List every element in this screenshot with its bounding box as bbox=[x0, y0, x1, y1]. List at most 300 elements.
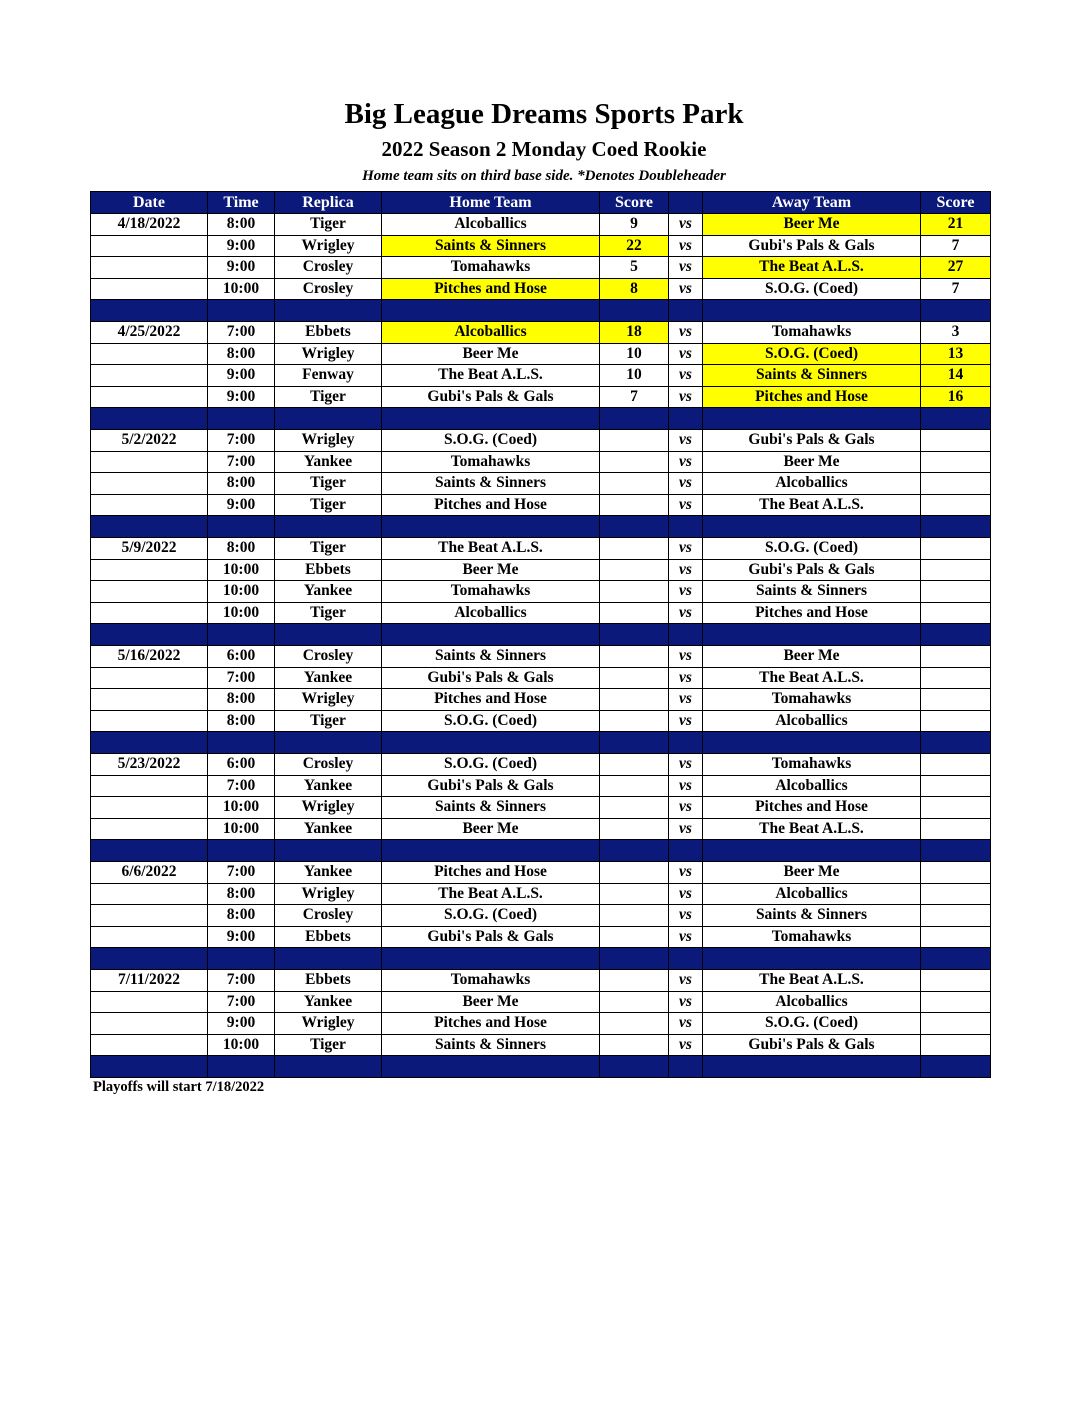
game-row bbox=[91, 343, 991, 365]
game-row bbox=[91, 1034, 991, 1056]
game-row bbox=[91, 970, 991, 992]
game-row bbox=[91, 667, 991, 689]
replica-cell: Ebbets bbox=[275, 926, 382, 948]
replica-cell: Yankee bbox=[275, 667, 382, 689]
game-row bbox=[91, 386, 991, 408]
game-row bbox=[91, 451, 991, 473]
replica-cell: Ebbets bbox=[275, 970, 382, 992]
time-cell: 8:00 bbox=[208, 710, 275, 732]
home-score-cell: 5 bbox=[600, 257, 669, 279]
time-cell: 8:00 bbox=[208, 214, 275, 236]
away-score-cell bbox=[921, 689, 991, 711]
game-row bbox=[91, 581, 991, 603]
date-cell bbox=[91, 235, 208, 257]
schedule-body bbox=[91, 214, 991, 1078]
column-header-vs bbox=[669, 192, 703, 214]
away-score-cell bbox=[921, 538, 991, 560]
replica-cell: Wrigley bbox=[275, 1013, 382, 1035]
game-row bbox=[91, 775, 991, 797]
home-score-cell: 10 bbox=[600, 343, 669, 365]
vs-cell: vs bbox=[669, 991, 703, 1013]
home-team-cell: Tomahawks bbox=[382, 257, 600, 279]
vs-cell: vs bbox=[669, 1034, 703, 1056]
away-team-cell: Pitches and Hose bbox=[703, 602, 921, 624]
away-score-cell: 21 bbox=[921, 214, 991, 236]
home-score-cell bbox=[600, 430, 669, 452]
home-score-cell: 9 bbox=[600, 214, 669, 236]
week-separator bbox=[91, 732, 991, 754]
home-team-cell: S.O.G. (Coed) bbox=[382, 430, 600, 452]
away-team-cell: Beer Me bbox=[703, 214, 921, 236]
home-score-cell bbox=[600, 689, 669, 711]
time-cell: 6:00 bbox=[208, 754, 275, 776]
date-cell: 6/6/2022 bbox=[91, 862, 208, 884]
date-cell bbox=[91, 278, 208, 300]
date-cell bbox=[91, 494, 208, 516]
home-team-cell: Gubi's Pals & Gals bbox=[382, 667, 600, 689]
game-row bbox=[91, 602, 991, 624]
week-separator bbox=[91, 1056, 991, 1078]
home-team-cell: Beer Me bbox=[382, 559, 600, 581]
time-cell: 9:00 bbox=[208, 494, 275, 516]
home-team-cell: Beer Me bbox=[382, 818, 600, 840]
vs-cell: vs bbox=[669, 581, 703, 603]
away-team-cell: Gubi's Pals & Gals bbox=[703, 559, 921, 581]
column-header-replica: Replica bbox=[275, 192, 382, 214]
away-team-cell: S.O.G. (Coed) bbox=[703, 278, 921, 300]
home-score-cell bbox=[600, 602, 669, 624]
away-score-cell bbox=[921, 818, 991, 840]
time-cell: 9:00 bbox=[208, 257, 275, 279]
time-cell: 10:00 bbox=[208, 797, 275, 819]
home-team-cell: Saints & Sinners bbox=[382, 646, 600, 668]
game-row bbox=[91, 494, 991, 516]
replica-cell: Wrigley bbox=[275, 235, 382, 257]
home-team-cell: Pitches and Hose bbox=[382, 689, 600, 711]
home-team-cell: S.O.G. (Coed) bbox=[382, 905, 600, 927]
date-cell bbox=[91, 559, 208, 581]
home-team-cell: Saints & Sinners bbox=[382, 1034, 600, 1056]
game-row bbox=[91, 926, 991, 948]
time-cell: 8:00 bbox=[208, 538, 275, 560]
date-cell bbox=[91, 1034, 208, 1056]
column-header-home-team: Home Team bbox=[382, 192, 600, 214]
date-cell bbox=[91, 926, 208, 948]
home-score-cell bbox=[600, 905, 669, 927]
replica-cell: Ebbets bbox=[275, 322, 382, 344]
away-team-cell: Gubi's Pals & Gals bbox=[703, 1034, 921, 1056]
game-row bbox=[91, 538, 991, 560]
time-cell: 8:00 bbox=[208, 689, 275, 711]
home-team-cell: The Beat A.L.S. bbox=[382, 365, 600, 387]
away-team-cell: Alcoballics bbox=[703, 991, 921, 1013]
home-score-cell bbox=[600, 991, 669, 1013]
away-team-cell: Beer Me bbox=[703, 646, 921, 668]
away-team-cell: Tomahawks bbox=[703, 689, 921, 711]
away-team-cell: The Beat A.L.S. bbox=[703, 667, 921, 689]
away-score-cell bbox=[921, 602, 991, 624]
game-row bbox=[91, 862, 991, 884]
home-team-cell: Pitches and Hose bbox=[382, 1013, 600, 1035]
home-score-cell: 10 bbox=[600, 365, 669, 387]
home-team-cell: The Beat A.L.S. bbox=[382, 883, 600, 905]
away-team-cell: S.O.G. (Coed) bbox=[703, 343, 921, 365]
time-cell: 8:00 bbox=[208, 883, 275, 905]
away-team-cell: Alcoballics bbox=[703, 883, 921, 905]
game-row bbox=[91, 646, 991, 668]
column-header-time: Time bbox=[208, 192, 275, 214]
away-team-cell: Gubi's Pals & Gals bbox=[703, 235, 921, 257]
replica-cell: Tiger bbox=[275, 710, 382, 732]
date-cell bbox=[91, 883, 208, 905]
away-score-cell: 3 bbox=[921, 322, 991, 344]
date-cell: 5/16/2022 bbox=[91, 646, 208, 668]
away-team-cell: S.O.G. (Coed) bbox=[703, 538, 921, 560]
game-row bbox=[91, 473, 991, 495]
vs-cell: vs bbox=[669, 343, 703, 365]
vs-cell: vs bbox=[669, 602, 703, 624]
date-cell bbox=[91, 257, 208, 279]
vs-cell: vs bbox=[669, 451, 703, 473]
away-team-cell: Saints & Sinners bbox=[703, 905, 921, 927]
away-score-cell bbox=[921, 473, 991, 495]
date-cell bbox=[91, 1013, 208, 1035]
time-cell: 7:00 bbox=[208, 430, 275, 452]
home-score-cell bbox=[600, 710, 669, 732]
away-team-cell: Alcoballics bbox=[703, 710, 921, 732]
vs-cell: vs bbox=[669, 646, 703, 668]
replica-cell: Crosley bbox=[275, 257, 382, 279]
date-cell: 5/9/2022 bbox=[91, 538, 208, 560]
week-separator bbox=[91, 624, 991, 646]
date-cell bbox=[91, 343, 208, 365]
replica-cell: Yankee bbox=[275, 991, 382, 1013]
away-team-cell: S.O.G. (Coed) bbox=[703, 1013, 921, 1035]
week-separator bbox=[91, 948, 991, 970]
replica-cell: Yankee bbox=[275, 451, 382, 473]
game-row bbox=[91, 322, 991, 344]
home-team-cell: Pitches and Hose bbox=[382, 494, 600, 516]
game-row bbox=[91, 214, 991, 236]
replica-cell: Wrigley bbox=[275, 689, 382, 711]
home-team-cell: S.O.G. (Coed) bbox=[382, 754, 600, 776]
replica-cell: Tiger bbox=[275, 538, 382, 560]
away-score-cell bbox=[921, 451, 991, 473]
column-header-home-score: Score bbox=[600, 192, 669, 214]
time-cell: 8:00 bbox=[208, 905, 275, 927]
column-header-away-team: Away Team bbox=[703, 192, 921, 214]
away-score-cell bbox=[921, 667, 991, 689]
game-row bbox=[91, 278, 991, 300]
away-score-cell bbox=[921, 926, 991, 948]
time-cell: 8:00 bbox=[208, 473, 275, 495]
away-score-cell: 7 bbox=[921, 278, 991, 300]
time-cell: 7:00 bbox=[208, 322, 275, 344]
away-score-cell: 14 bbox=[921, 365, 991, 387]
home-team-cell: Pitches and Hose bbox=[382, 862, 600, 884]
time-cell: 6:00 bbox=[208, 646, 275, 668]
vs-cell: vs bbox=[669, 689, 703, 711]
home-team-cell: Beer Me bbox=[382, 991, 600, 1013]
game-row bbox=[91, 905, 991, 927]
home-score-cell bbox=[600, 581, 669, 603]
away-team-cell: Alcoballics bbox=[703, 473, 921, 495]
home-score-cell bbox=[600, 538, 669, 560]
vs-cell: vs bbox=[669, 905, 703, 927]
home-score-cell: 7 bbox=[600, 386, 669, 408]
replica-cell: Wrigley bbox=[275, 797, 382, 819]
date-cell bbox=[91, 797, 208, 819]
replica-cell: Wrigley bbox=[275, 430, 382, 452]
vs-cell: vs bbox=[669, 322, 703, 344]
time-cell: 10:00 bbox=[208, 278, 275, 300]
replica-cell: Tiger bbox=[275, 473, 382, 495]
away-score-cell: 7 bbox=[921, 235, 991, 257]
replica-cell: Ebbets bbox=[275, 559, 382, 581]
home-team-cell: Tomahawks bbox=[382, 451, 600, 473]
vs-cell: vs bbox=[669, 386, 703, 408]
replica-cell: Crosley bbox=[275, 905, 382, 927]
away-score-cell bbox=[921, 1034, 991, 1056]
away-score-cell bbox=[921, 559, 991, 581]
home-team-cell: Alcoballics bbox=[382, 602, 600, 624]
time-cell: 7:00 bbox=[208, 775, 275, 797]
date-cell bbox=[91, 818, 208, 840]
time-cell: 10:00 bbox=[208, 581, 275, 603]
time-cell: 7:00 bbox=[208, 862, 275, 884]
time-cell: 10:00 bbox=[208, 602, 275, 624]
replica-cell: Crosley bbox=[275, 646, 382, 668]
away-score-cell bbox=[921, 494, 991, 516]
home-team-cell: Tomahawks bbox=[382, 970, 600, 992]
home-score-cell bbox=[600, 970, 669, 992]
away-score-cell: 16 bbox=[921, 386, 991, 408]
time-cell: 7:00 bbox=[208, 991, 275, 1013]
home-score-cell bbox=[600, 818, 669, 840]
replica-cell: Wrigley bbox=[275, 883, 382, 905]
week-separator bbox=[91, 408, 991, 430]
vs-cell: vs bbox=[669, 797, 703, 819]
away-team-cell: Beer Me bbox=[703, 451, 921, 473]
vs-cell: vs bbox=[669, 926, 703, 948]
time-cell: 8:00 bbox=[208, 343, 275, 365]
game-row bbox=[91, 883, 991, 905]
home-team-cell: Saints & Sinners bbox=[382, 235, 600, 257]
date-cell bbox=[91, 602, 208, 624]
home-score-cell bbox=[600, 1034, 669, 1056]
home-team-cell: Alcoballics bbox=[382, 214, 600, 236]
home-team-cell: Pitches and Hose bbox=[382, 278, 600, 300]
time-cell: 10:00 bbox=[208, 559, 275, 581]
time-cell: 7:00 bbox=[208, 667, 275, 689]
home-team-cell: Gubi's Pals & Gals bbox=[382, 926, 600, 948]
home-team-cell: Gubi's Pals & Gals bbox=[382, 386, 600, 408]
vs-cell: vs bbox=[669, 1013, 703, 1035]
away-score-cell bbox=[921, 775, 991, 797]
time-cell: 9:00 bbox=[208, 926, 275, 948]
away-score-cell bbox=[921, 430, 991, 452]
vs-cell: vs bbox=[669, 494, 703, 516]
week-separator bbox=[91, 300, 991, 322]
vs-cell: vs bbox=[669, 710, 703, 732]
home-score-cell bbox=[600, 926, 669, 948]
replica-cell: Yankee bbox=[275, 581, 382, 603]
vs-cell: vs bbox=[669, 883, 703, 905]
home-team-cell: Gubi's Pals & Gals bbox=[382, 775, 600, 797]
replica-cell: Wrigley bbox=[275, 343, 382, 365]
away-score-cell: 13 bbox=[921, 343, 991, 365]
away-score-cell bbox=[921, 710, 991, 732]
away-team-cell: Saints & Sinners bbox=[703, 581, 921, 603]
home-team-cell: Saints & Sinners bbox=[382, 473, 600, 495]
playoffs-note: Playoffs will start 7/18/2022 bbox=[93, 1079, 265, 1095]
away-score-cell bbox=[921, 754, 991, 776]
date-cell bbox=[91, 386, 208, 408]
page-subtitle: 2022 Season 2 Monday Coed Rookie bbox=[381, 137, 707, 161]
date-cell bbox=[91, 473, 208, 495]
date-cell bbox=[91, 365, 208, 387]
date-cell bbox=[91, 581, 208, 603]
time-cell: 10:00 bbox=[208, 818, 275, 840]
game-row bbox=[91, 430, 991, 452]
header-row bbox=[91, 192, 991, 214]
vs-cell: vs bbox=[669, 970, 703, 992]
vs-cell: vs bbox=[669, 818, 703, 840]
home-team-cell: Alcoballics bbox=[382, 322, 600, 344]
time-cell: 10:00 bbox=[208, 1034, 275, 1056]
replica-cell: Fenway bbox=[275, 365, 382, 387]
away-team-cell: Tomahawks bbox=[703, 754, 921, 776]
away-team-cell: Tomahawks bbox=[703, 322, 921, 344]
home-score-cell: 22 bbox=[600, 235, 669, 257]
vs-cell: vs bbox=[669, 365, 703, 387]
game-row bbox=[91, 710, 991, 732]
home-score-cell bbox=[600, 862, 669, 884]
away-score-cell bbox=[921, 797, 991, 819]
game-row bbox=[91, 1013, 991, 1035]
vs-cell: vs bbox=[669, 559, 703, 581]
replica-cell: Yankee bbox=[275, 862, 382, 884]
away-team-cell: The Beat A.L.S. bbox=[703, 970, 921, 992]
away-score-cell: 27 bbox=[921, 257, 991, 279]
time-cell: 9:00 bbox=[208, 365, 275, 387]
game-row bbox=[91, 818, 991, 840]
date-cell bbox=[91, 667, 208, 689]
date-cell bbox=[91, 689, 208, 711]
game-row bbox=[91, 365, 991, 387]
replica-cell: Tiger bbox=[275, 214, 382, 236]
home-score-cell bbox=[600, 451, 669, 473]
replica-cell: Yankee bbox=[275, 775, 382, 797]
time-cell: 9:00 bbox=[208, 1013, 275, 1035]
home-team-cell: Saints & Sinners bbox=[382, 797, 600, 819]
date-cell: 5/2/2022 bbox=[91, 430, 208, 452]
vs-cell: vs bbox=[669, 430, 703, 452]
column-header-away-score: Score bbox=[921, 192, 991, 214]
replica-cell: Tiger bbox=[275, 1034, 382, 1056]
vs-cell: vs bbox=[669, 667, 703, 689]
column-header-date: Date bbox=[91, 192, 208, 214]
away-team-cell: Saints & Sinners bbox=[703, 365, 921, 387]
week-separator bbox=[91, 516, 991, 538]
vs-cell: vs bbox=[669, 754, 703, 776]
time-cell: 9:00 bbox=[208, 386, 275, 408]
away-team-cell: Pitches and Hose bbox=[703, 386, 921, 408]
vs-cell: vs bbox=[669, 257, 703, 279]
away-score-cell bbox=[921, 991, 991, 1013]
game-row bbox=[91, 689, 991, 711]
date-cell bbox=[91, 775, 208, 797]
week-separator bbox=[91, 840, 991, 862]
vs-cell: vs bbox=[669, 235, 703, 257]
home-team-cell: Beer Me bbox=[382, 343, 600, 365]
date-cell bbox=[91, 991, 208, 1013]
date-cell: 7/11/2022 bbox=[91, 970, 208, 992]
away-team-cell: Alcoballics bbox=[703, 775, 921, 797]
date-cell: 4/18/2022 bbox=[91, 214, 208, 236]
home-team-cell: Tomahawks bbox=[382, 581, 600, 603]
away-team-cell: The Beat A.L.S. bbox=[703, 494, 921, 516]
vs-cell: vs bbox=[669, 775, 703, 797]
replica-cell: Tiger bbox=[275, 602, 382, 624]
schedule-table bbox=[90, 191, 991, 1078]
date-cell: 4/25/2022 bbox=[91, 322, 208, 344]
away-score-cell bbox=[921, 905, 991, 927]
home-score-cell bbox=[600, 646, 669, 668]
game-row bbox=[91, 559, 991, 581]
home-team-cell: The Beat A.L.S. bbox=[382, 538, 600, 560]
date-cell bbox=[91, 905, 208, 927]
home-team-cell: S.O.G. (Coed) bbox=[382, 710, 600, 732]
vs-cell: vs bbox=[669, 278, 703, 300]
vs-cell: vs bbox=[669, 473, 703, 495]
home-score-cell bbox=[600, 775, 669, 797]
page-title: Big League Dreams Sports Park bbox=[344, 98, 744, 130]
away-score-cell bbox=[921, 862, 991, 884]
time-cell: 7:00 bbox=[208, 451, 275, 473]
away-team-cell: Pitches and Hose bbox=[703, 797, 921, 819]
away-score-cell bbox=[921, 581, 991, 603]
home-score-cell: 8 bbox=[600, 278, 669, 300]
game-row bbox=[91, 257, 991, 279]
vs-cell: vs bbox=[669, 214, 703, 236]
away-team-cell: Tomahawks bbox=[703, 926, 921, 948]
home-score-cell bbox=[600, 754, 669, 776]
vs-cell: vs bbox=[669, 862, 703, 884]
away-score-cell bbox=[921, 646, 991, 668]
game-row bbox=[91, 991, 991, 1013]
home-score-cell bbox=[600, 797, 669, 819]
replica-cell: Tiger bbox=[275, 386, 382, 408]
replica-cell: Crosley bbox=[275, 754, 382, 776]
away-score-cell bbox=[921, 970, 991, 992]
away-score-cell bbox=[921, 883, 991, 905]
vs-cell: vs bbox=[669, 538, 703, 560]
away-team-cell: The Beat A.L.S. bbox=[703, 818, 921, 840]
home-score-cell bbox=[600, 883, 669, 905]
home-score-cell bbox=[600, 667, 669, 689]
away-team-cell: Beer Me bbox=[703, 862, 921, 884]
time-cell: 9:00 bbox=[208, 235, 275, 257]
home-score-cell bbox=[600, 1013, 669, 1035]
date-cell: 5/23/2022 bbox=[91, 754, 208, 776]
replica-cell: Yankee bbox=[275, 818, 382, 840]
away-team-cell: Gubi's Pals & Gals bbox=[703, 430, 921, 452]
date-cell bbox=[91, 451, 208, 473]
replica-cell: Tiger bbox=[275, 494, 382, 516]
time-cell: 7:00 bbox=[208, 970, 275, 992]
home-score-cell bbox=[600, 494, 669, 516]
